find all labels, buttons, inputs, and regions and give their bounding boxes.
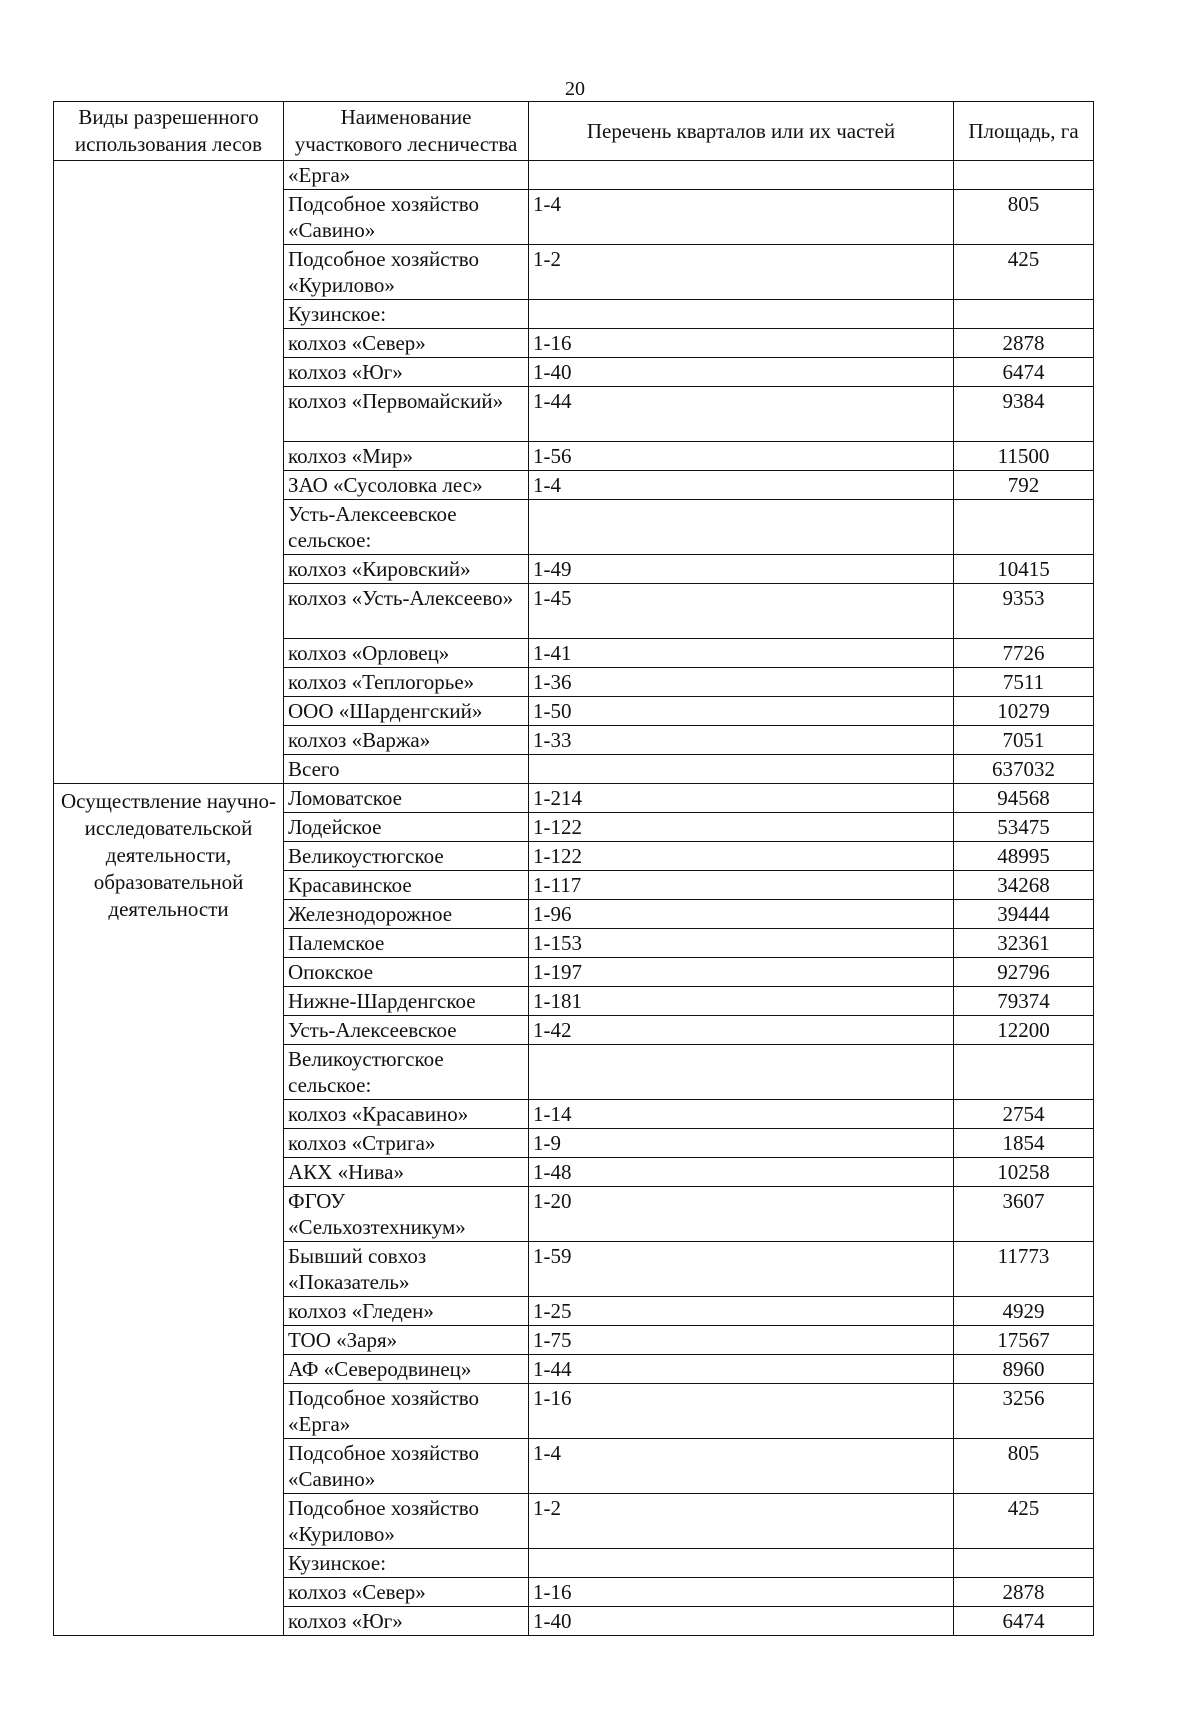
- district-cell: колхоз «Стрига»: [284, 1129, 529, 1158]
- quarters-cell: 1-122: [529, 842, 954, 871]
- district-cell: АФ «Северодвинец»: [284, 1355, 529, 1384]
- district-cell: колхоз «Теплогорье»: [284, 668, 529, 697]
- quarters-cell: 1-214: [529, 784, 954, 813]
- district-cell: Опокское: [284, 958, 529, 987]
- area-cell: 39444: [954, 900, 1094, 929]
- page-number: 20: [565, 78, 585, 100]
- quarters-cell: 1-44: [529, 387, 954, 442]
- header-area: Площадь, га: [954, 102, 1094, 161]
- quarters-cell: 1-197: [529, 958, 954, 987]
- district-cell: Усть-Алексеевское сельское:: [284, 500, 529, 555]
- area-cell: 12200: [954, 1016, 1094, 1045]
- area-cell: 4929: [954, 1297, 1094, 1326]
- district-cell: Подсобное хозяйство «Курилово»: [284, 245, 529, 300]
- district-cell: «Ерга»: [284, 161, 529, 190]
- area-cell: 3256: [954, 1384, 1094, 1439]
- quarters-cell: 1-9: [529, 1129, 954, 1158]
- quarters-cell: 1-2: [529, 245, 954, 300]
- area-cell: 1854: [954, 1129, 1094, 1158]
- quarters-cell: 1-122: [529, 813, 954, 842]
- district-cell: Кузинское:: [284, 1549, 529, 1578]
- district-cell: колхоз «Гледен»: [284, 1297, 529, 1326]
- header-row: [54, 102, 1094, 161]
- district-cell: колхоз «Усть-Алексеево»: [284, 584, 529, 639]
- area-cell: 805: [954, 1439, 1094, 1494]
- area-cell: 805: [954, 190, 1094, 245]
- quarters-cell: 1-16: [529, 329, 954, 358]
- quarters-cell: 1-45: [529, 584, 954, 639]
- district-cell: колхоз «Север»: [284, 1578, 529, 1607]
- quarters-cell: 1-75: [529, 1326, 954, 1355]
- quarters-cell: 1-59: [529, 1242, 954, 1297]
- district-cell: Усть-Алексеевское: [284, 1016, 529, 1045]
- area-cell: 6474: [954, 358, 1094, 387]
- quarters-cell: [529, 300, 954, 329]
- district-cell: ЗАО «Сусоловка лес»: [284, 471, 529, 500]
- area-cell: 8960: [954, 1355, 1094, 1384]
- district-cell: Железнодорожное: [284, 900, 529, 929]
- district-cell: колхоз «Красавино»: [284, 1100, 529, 1129]
- quarters-cell: 1-96: [529, 900, 954, 929]
- area-cell-total: 637032: [954, 755, 1094, 784]
- district-cell: колхоз «Варжа»: [284, 726, 529, 755]
- district-cell: Кузинское:: [284, 300, 529, 329]
- quarters-cell: 1-181: [529, 987, 954, 1016]
- quarters-cell: 1-42: [529, 1016, 954, 1045]
- district-cell: колхоз «Первомайский»: [284, 387, 529, 442]
- quarters-cell: 1-4: [529, 471, 954, 500]
- table-row: [54, 161, 1094, 190]
- quarters-cell: 1-20: [529, 1187, 954, 1242]
- area-cell: 2878: [954, 329, 1094, 358]
- district-cell: ТОО «Заря»: [284, 1326, 529, 1355]
- quarters-cell: 1-49: [529, 555, 954, 584]
- area-cell: 11500: [954, 442, 1094, 471]
- quarters-cell: 1-50: [529, 697, 954, 726]
- quarters-cell: 1-16: [529, 1578, 954, 1607]
- area-cell: 2754: [954, 1100, 1094, 1129]
- area-cell: 792: [954, 471, 1094, 500]
- quarters-cell: [529, 500, 954, 555]
- quarters-cell: [529, 161, 954, 190]
- area-cell: 48995: [954, 842, 1094, 871]
- quarters-cell: 1-41: [529, 639, 954, 668]
- area-cell: 32361: [954, 929, 1094, 958]
- area-cell: 9384: [954, 387, 1094, 442]
- area-cell: [954, 1045, 1094, 1100]
- area-cell: 3607: [954, 1187, 1094, 1242]
- quarters-cell: 1-44: [529, 1355, 954, 1384]
- district-cell: Великоустюгское: [284, 842, 529, 871]
- district-cell: колхоз «Север»: [284, 329, 529, 358]
- area-cell: 34268: [954, 871, 1094, 900]
- area-cell: 92796: [954, 958, 1094, 987]
- forest-use-table: [53, 101, 1094, 1636]
- quarters-cell: [529, 1045, 954, 1100]
- header-quarters: Перечень кварталов или их частей: [529, 102, 954, 161]
- area-cell: [954, 500, 1094, 555]
- quarters-cell: 1-2: [529, 1494, 954, 1549]
- district-cell: Бывший совхоз «Показатель»: [284, 1242, 529, 1297]
- area-cell: [954, 1549, 1094, 1578]
- district-cell: Ломоватское: [284, 784, 529, 813]
- area-cell: 94568: [954, 784, 1094, 813]
- area-cell: 17567: [954, 1326, 1094, 1355]
- quarters-cell: 1-36: [529, 668, 954, 697]
- district-cell: АКХ «Нива»: [284, 1158, 529, 1187]
- usage-cell-research: Осуществление научно-исследовательской деятельности, образовательной деятельности: [54, 784, 284, 1636]
- area-cell: 10258: [954, 1158, 1094, 1187]
- area-cell: 425: [954, 1494, 1094, 1549]
- quarters-cell: 1-14: [529, 1100, 954, 1129]
- area-cell: 79374: [954, 987, 1094, 1016]
- district-cell: ФГОУ «Сельхозтехникум»: [284, 1187, 529, 1242]
- area-cell: [954, 300, 1094, 329]
- area-cell: 7726: [954, 639, 1094, 668]
- quarters-cell: 1-40: [529, 358, 954, 387]
- quarters-cell: 1-117: [529, 871, 954, 900]
- district-cell: колхоз «Юг»: [284, 358, 529, 387]
- area-cell: [954, 161, 1094, 190]
- quarters-cell: 1-4: [529, 190, 954, 245]
- district-cell: Нижне-Шарденгское: [284, 987, 529, 1016]
- usage-cell-continued: [54, 161, 284, 784]
- table-row: [54, 784, 1094, 813]
- district-cell: Красавинское: [284, 871, 529, 900]
- area-cell: 7511: [954, 668, 1094, 697]
- district-cell: Подсобное хозяйство «Савино»: [284, 1439, 529, 1494]
- district-cell: колхоз «Юг»: [284, 1607, 529, 1636]
- area-cell: 2878: [954, 1578, 1094, 1607]
- quarters-cell: 1-48: [529, 1158, 954, 1187]
- area-cell: 6474: [954, 1607, 1094, 1636]
- quarters-cell: [529, 1549, 954, 1578]
- district-cell: Палемское: [284, 929, 529, 958]
- quarters-cell: 1-4: [529, 1439, 954, 1494]
- area-cell: 9353: [954, 584, 1094, 639]
- district-cell: колхоз «Орловец»: [284, 639, 529, 668]
- district-cell: Подсобное хозяйство «Курилово»: [284, 1494, 529, 1549]
- area-cell: 425: [954, 245, 1094, 300]
- area-cell: 10279: [954, 697, 1094, 726]
- district-cell: Лодейское: [284, 813, 529, 842]
- district-cell: Подсобное хозяйство «Ерга»: [284, 1384, 529, 1439]
- district-cell: Великоустюгское сельское:: [284, 1045, 529, 1100]
- district-cell: колхоз «Кировский»: [284, 555, 529, 584]
- district-cell: колхоз «Мир»: [284, 442, 529, 471]
- quarters-cell: [529, 755, 954, 784]
- quarters-cell: 1-25: [529, 1297, 954, 1326]
- area-cell: 53475: [954, 813, 1094, 842]
- district-cell: ООО «Шарденгский»: [284, 697, 529, 726]
- area-cell: 11773: [954, 1242, 1094, 1297]
- quarters-cell: 1-16: [529, 1384, 954, 1439]
- district-cell-total: Всего: [284, 755, 529, 784]
- header-district: Наименование участкового лесничества: [284, 102, 529, 161]
- area-cell: 10415: [954, 555, 1094, 584]
- quarters-cell: 1-33: [529, 726, 954, 755]
- area-cell: 7051: [954, 726, 1094, 755]
- district-cell: Подсобное хозяйство «Савино»: [284, 190, 529, 245]
- quarters-cell: 1-56: [529, 442, 954, 471]
- quarters-cell: 1-40: [529, 1607, 954, 1636]
- quarters-cell: 1-153: [529, 929, 954, 958]
- header-usage: Виды разрешенного использования лесов: [54, 102, 284, 161]
